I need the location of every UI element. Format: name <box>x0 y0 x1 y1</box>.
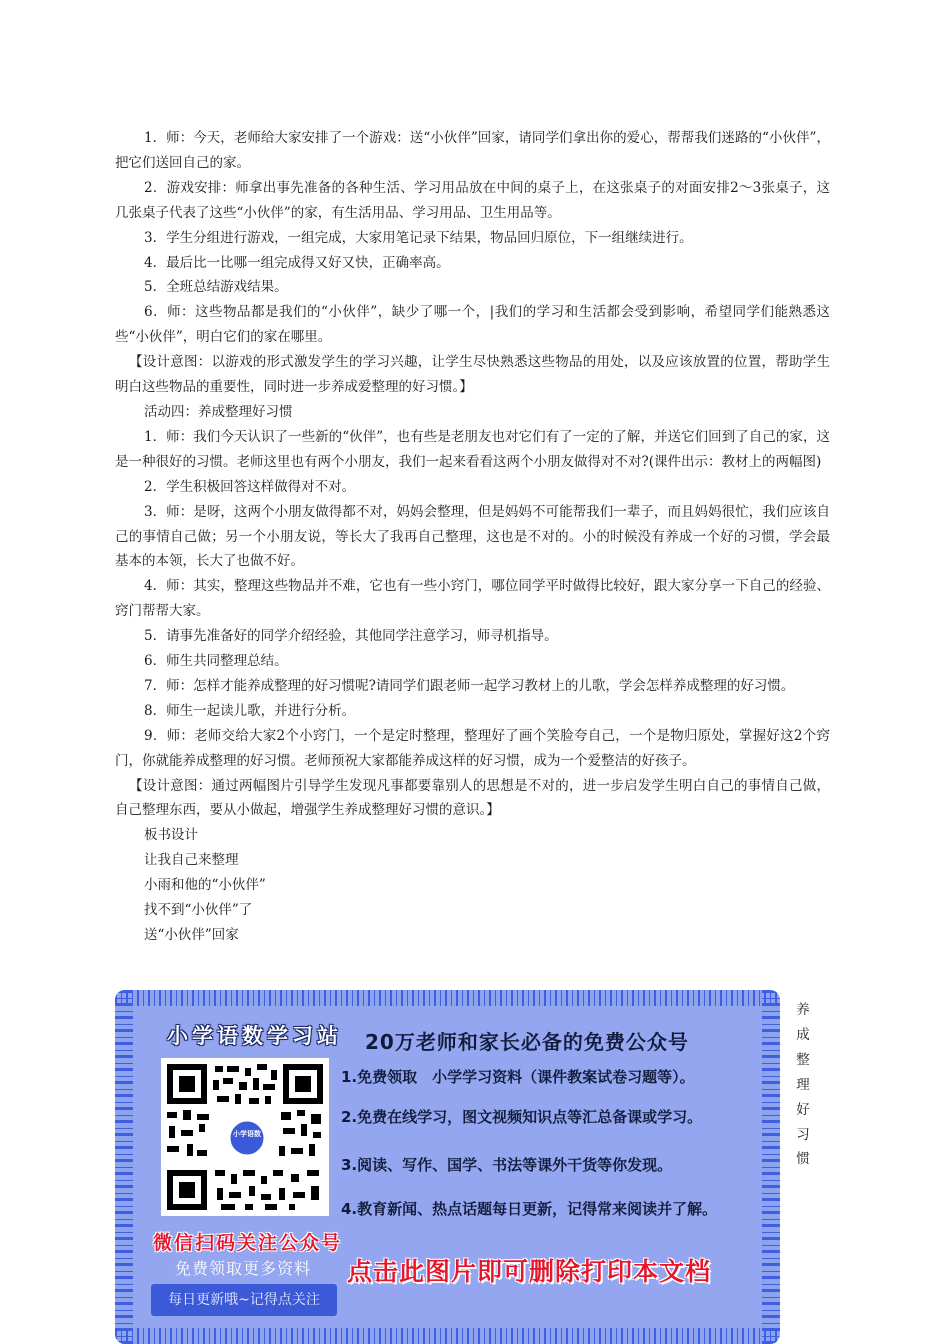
barcode-stripe-right <box>762 990 780 1344</box>
board-line: 送“小伙伴”回家 <box>144 927 239 943</box>
scan-follow-text: 微信扫码关注公众号 <box>153 1232 343 1254</box>
paragraph: 8．师生一起读儿歌，并进行分析。 <box>144 702 356 719</box>
paragraph: 2．学生积极回答这样做得对不对。 <box>144 478 356 495</box>
feature-item: 4.教育新闻、热点话题每日更新，记得常来阅读并了解。 <box>341 1200 718 1218</box>
paragraph: 4．最后比一比哪一组完成得又好又快，正确率高。 <box>144 254 450 271</box>
barcode-stripe-top <box>115 990 780 1006</box>
feature-item: 3.阅读、写作、国学、书法等课外干货等你发现。 <box>341 1156 673 1174</box>
qr-center-label: 小学语数 <box>233 1130 261 1138</box>
feature-item: 2.免费在线学习，图文视频知识点等汇总备课或学习。 <box>341 1108 703 1126</box>
delete-print-link[interactable]: 点击此图片即可删除打印本文档 <box>347 1257 712 1286</box>
board-line: 让我自己来整理 <box>144 852 239 869</box>
board-design-heading: 板书设计 <box>144 827 198 844</box>
paragraph: 1．师：今天，老师给大家安排了一个游戏：送“小伙伴”回家，请同学们拿出你的爱心，帮帮我们迷路的“小伙伴”，把它们送回自己的家。 <box>115 130 830 171</box>
paragraph: 4．师：其实，整理这些物品并不难，它也有一些小窍门，哪位同学平时做得比较好，跟大家分享一下自己的经验、窍门帮帮大家。 <box>115 578 830 620</box>
design-intent-note: 【设计意图：通过两幅图片引导学生发现凡事都要靠别人的思想是不对的，进一步启发学生明白自己的事情自己做，自己整理东西，要从小做起，增强学生养成整理好习惯的意识。】 <box>115 777 830 819</box>
banner-headline: 20万老师和家长必备的免费公众号 <box>365 1030 689 1054</box>
barcode-stripe-bottom <box>115 1328 780 1344</box>
barcode-stripe-left <box>115 990 133 1344</box>
promo-banner[interactable] <box>115 990 780 1344</box>
paragraph: 3．师：是呀，这两个小朋友做得都不对，妈妈会整理，但是妈妈不可能帮我们一辈子，而且妈妈很忙，我们应该自己的事情自己做；另一个小朋友说，等长大了我再自己整理，这也是不对的。小的时候没有养成一个好的习惯，学会最基本的本领，长大了也做不好。 <box>115 503 830 570</box>
paragraph: 3．学生分组进行游戏，一组完成，大家用笔记录下结果，物品回归原位，下一组继续进行。 <box>144 229 693 246</box>
daily-update-button[interactable]: 每日更新哦~记得点关注 <box>151 1284 337 1316</box>
site-title: 小学语数学习站 <box>167 1024 342 1048</box>
paragraph: 6．师：这些物品都是我们的“小伙伴”，缺少了哪一个，|我们的学习和生活都会受到影响，希望同学们能熟悉这些“小伙伴”，明白它们的家在哪里。 <box>115 304 830 346</box>
paragraph: 5．全班总结游戏结果。 <box>144 279 288 296</box>
feature-item: 1.免费领取 小学学习资料（课件教案试卷习题等）。 <box>341 1068 695 1086</box>
vertical-side-label: 养成整理好习惯 <box>796 1002 810 1168</box>
board-line: 小雨和他的“小伙伴” <box>144 877 266 894</box>
design-intent-note: 【设计意图：以游戏的形式激发学生的学习兴趣，让学生尽快熟悉这些物品的用处，以及应该放置的位置，帮助学生明白这些物品的重要性，同时进一步养成爱整理的好习惯。】 <box>115 354 830 396</box>
document-body <box>115 126 830 948</box>
paragraph: 7．师：怎样才能养成整理的好习惯呢?请同学们跟老师一起学习教材上的儿歌，学会怎样养成整理的好习惯。 <box>144 677 795 694</box>
section-heading: 活动四：养成整理好习惯 <box>144 403 293 420</box>
paragraph: 5．请事先准备好的同学介绍经验，其他同学注意学习，师寻机指导。 <box>144 628 558 645</box>
free-more-text: 免费领取更多资料 <box>175 1259 312 1278</box>
board-line: 找不到“小伙伴”了 <box>144 902 253 919</box>
paragraph: 9．师：老师交给大家2个小窍门，一个是定时整理，整理好了画个笑脸夸自己，一个是物归原处，掌握好这2个窍门，你就能养成整理的好习惯。老师预祝大家都能养成这样的好习惯，成为一个爱整洁的好孩子。 <box>115 727 830 769</box>
paragraph: 6．师生共同整理总结。 <box>144 653 288 670</box>
paragraph: 1．师：我们今天认识了一些新的“伙伴”，也有些是老朋友也对它们有了一定的了解，并送它们回到了自己的家，这是一种很好的习惯。老师这里也有两个小朋友，我们一起来看看这两个小朋友做得对不对?(课件出示：教材上的两幅图) <box>115 428 830 470</box>
paragraph: 2．游戏安排：师拿出事先准备的各种生活、学习用品放在中间的桌子上，在这张桌子的对面安排2～3张桌子，这几张桌子代表了这些“小伙伴”的家，有生活用品、学习用品、卫生用品等。 <box>115 179 830 221</box>
